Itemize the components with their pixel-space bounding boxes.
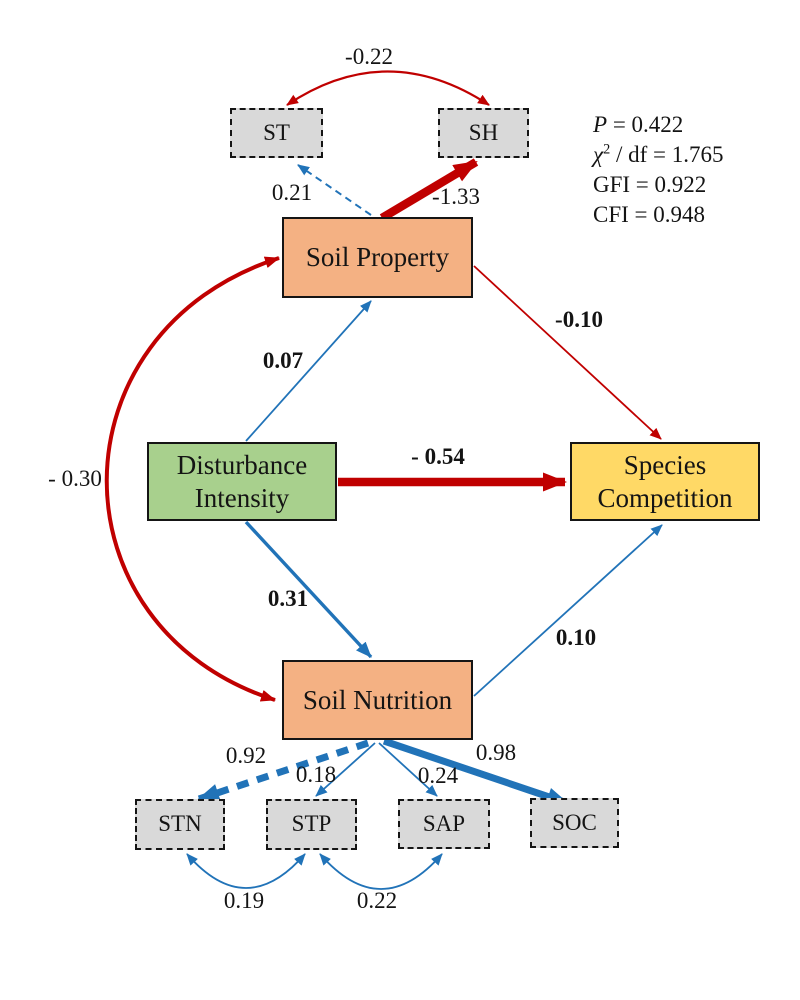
node-sh-label: SH (468, 119, 499, 145)
node-disturbance-intensity-label (177, 449, 307, 515)
edge-label-loading-sh: -1.33 (432, 184, 480, 209)
edge-label-loading-stp: 0.18 (295, 762, 337, 787)
node-species-competition-label (598, 449, 733, 515)
node-soc-label: SOC (552, 809, 597, 835)
sc-label-line1: Species (623, 449, 707, 480)
edge-soil-nutrition-to-species-competition (474, 525, 662, 696)
edge-di-to-soil-nutrition (246, 522, 371, 657)
fit-statistics (593, 110, 724, 230)
node-sh (438, 108, 529, 158)
edge-cov-st-sh (287, 72, 489, 106)
edge-cov-stn-stp (187, 854, 305, 888)
node-stp-label: STP (291, 811, 332, 837)
node-soc (530, 798, 619, 848)
chi-value: / df = 1.765 (610, 142, 724, 167)
sc-label-line2: Competition (597, 482, 733, 513)
p-symbol: P (593, 112, 608, 137)
edge-cov-stp-sap (320, 854, 442, 889)
node-soil-property-label: Soil Property (305, 242, 450, 273)
edge-label-cov-stn-stp: 0.19 (223, 888, 265, 913)
node-sap-label: SAP (422, 810, 466, 836)
edge-label-loading-soc: 0.98 (475, 740, 517, 765)
chi-superscript: 2 (603, 141, 611, 158)
node-soil-nutrition (282, 660, 473, 740)
node-st-label: ST (263, 119, 290, 145)
fit-stat-chi (593, 140, 724, 170)
edge-soil-property-to-species-competition (474, 266, 661, 439)
edge-label-loading-sap: 0.24 (417, 763, 459, 788)
edge-label-loading-st: 0.21 (271, 180, 313, 205)
fit-stat-p (593, 110, 724, 140)
edge-label-di-soil-nutrition: 0.31 (267, 586, 309, 611)
edge-label-soil-property-species-competition: -0.10 (555, 307, 603, 332)
p-value: = 0.422 (607, 112, 684, 137)
edge-label-cov-stp-sap: 0.22 (356, 888, 398, 913)
di-label-line2: Intensity (194, 482, 290, 513)
node-sap (398, 799, 490, 849)
edge-label-di-soil-property: 0.07 (262, 348, 304, 373)
edge-label-soil-nutrition-species-competition: 0.10 (555, 625, 597, 650)
node-st (230, 108, 323, 158)
edge-label-cov-soil-property-soil-nutrition: - 0.30 (48, 466, 102, 491)
node-stn (135, 799, 225, 850)
chi-symbol: χ (593, 142, 604, 167)
node-stn-label: STN (158, 811, 202, 837)
edge-label-cov-st-sh: -0.22 (345, 44, 393, 69)
edge-label-di-species-competition: - 0.54 (411, 444, 465, 469)
di-label-line1: Disturbance (176, 449, 308, 480)
node-disturbance-intensity (147, 442, 337, 521)
node-soil-property (282, 217, 473, 298)
edge-label-loading-stn: 0.92 (225, 743, 267, 768)
node-stp (266, 799, 357, 850)
fit-stat-cfi: CFI = 0.948 (593, 202, 706, 227)
node-species-competition (570, 442, 760, 521)
fit-stat-gfi: GFI = 0.922 (593, 172, 707, 197)
node-soil-nutrition-label: Soil Nutrition (302, 684, 453, 715)
